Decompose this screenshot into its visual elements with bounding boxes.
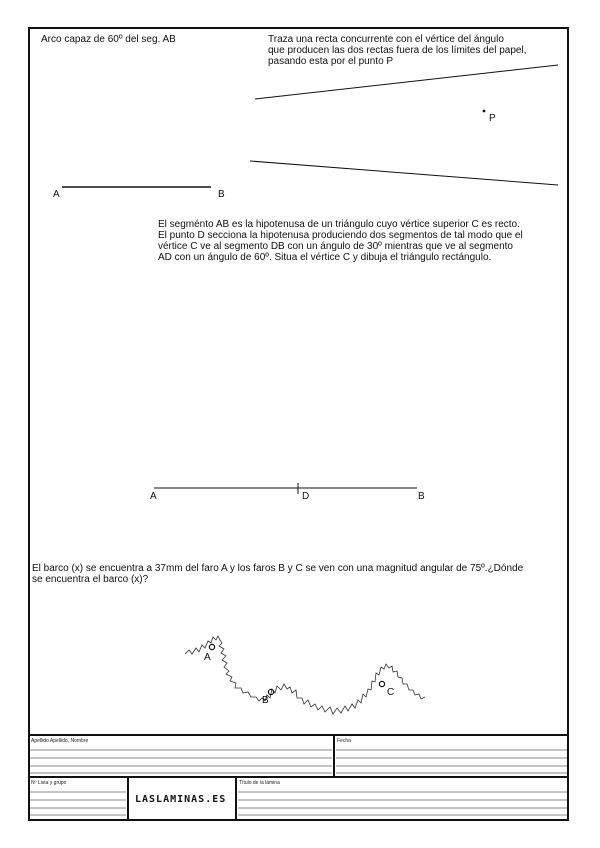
list-group-field-label: Nº Lista y grupo [31, 780, 67, 786]
ex4-label-a: A [204, 652, 211, 663]
ex4-label-b: B [262, 695, 269, 706]
exercise1-title: Arco capaz de 60º del seg. AB [41, 34, 176, 45]
exercise3-line-4: AD con un ángulo de 60º. Situa el vértice C y dibuja el triángulo rectángulo. [158, 252, 492, 263]
laslaminas-logo: LASLAMINAS.ES [135, 794, 227, 805]
exercise3-line-3: vértice C ve al segmento DB con un ángulo de 30º mientras que ve al segmento [158, 241, 513, 252]
ex4-label-c: C [387, 687, 395, 698]
ex2-line-upper [255, 65, 558, 99]
sheet-title-field-label: Título de la lámina [239, 780, 280, 786]
title-block [28, 735, 569, 821]
exercise3-line-2: El punto D secciona la hipotenusa produciendo dos segmentos de tal modo que el [158, 230, 523, 241]
ex2-line-lower [250, 161, 558, 185]
ex1-label-a: A [53, 189, 60, 200]
date-field-label: Fecha [337, 738, 351, 744]
exercise2-line-3: pasando esta por el punto P [268, 56, 394, 67]
lighthouse-a [209, 644, 214, 649]
ex2-label-p: P [489, 113, 496, 124]
ex3-label-b: B [418, 491, 425, 502]
exercise4-line-2: se encuentra el barco (x)? [32, 574, 149, 585]
exercise2-line-2: que producen las dos rectas fuera de los límites del papel, [268, 45, 527, 56]
lighthouse-c [379, 681, 384, 686]
coastline [185, 636, 425, 714]
exercise3-line-1: El segménto AB es la hipotenusa de un triángulo cuyo vértice superior C es recto. [158, 219, 520, 230]
ex2-point-p [483, 110, 486, 113]
name-field-label: Apellido Apellido, Nombre [31, 738, 89, 744]
ex1-label-b: B [218, 189, 225, 200]
ex3-label-a: A [150, 491, 157, 502]
ex3-label-d: D [302, 491, 310, 502]
exercise2-line-1: Traza una recta concurrente con el vértice del ángulo [268, 34, 504, 45]
exercise4-line-1: El barco (x) se encuentra a 37mm del faro A y los faros B y C se ven con una magnitud angular de 75º.¿Dónde [32, 563, 524, 574]
